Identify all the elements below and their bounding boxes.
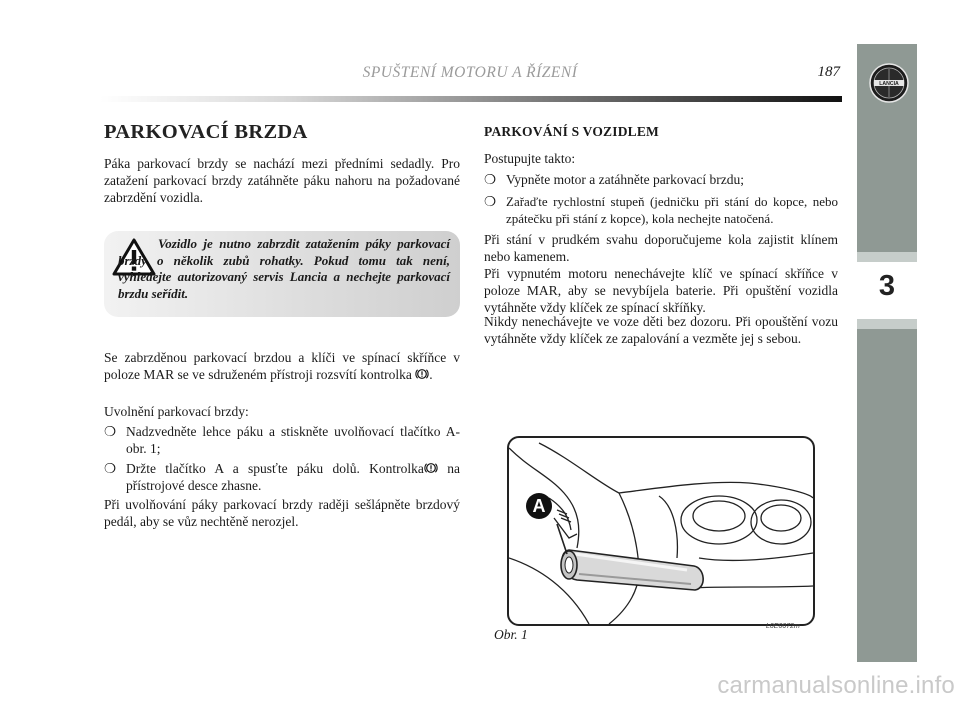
- engine-off-paragraph: Při vypnutém motoru nenechávejte klíč ve spínací skříňce v poloze MAR, aby se nevybíjela baterie. Při opuštění vozidla vytáhněte vždy klíček ze spínací skříňky.: [484, 266, 838, 315]
- section-heading-parking: PARKOVÁNÍ S VOZIDLEM: [484, 124, 659, 139]
- figure-caption: Obr. 1: [494, 627, 528, 642]
- side-tab-band: [857, 252, 917, 262]
- intro-paragraph: Páka parkovací brzdy se nachází mezi předními sedadly. Pro zatažení parkovací brzdy zatáhněte páku nahoru na požadované zabrzdění vozidla.: [104, 156, 460, 205]
- page-header-title: SPUŠTENÍ MOTORU A ŘÍZENÍ: [362, 64, 578, 81]
- release-bullet-2-pre: Držte tlačítko A a spusťte páku dolů. Kontrolka: [126, 461, 424, 476]
- parking-brake-indicator-icon: [415, 367, 429, 381]
- warning-text: Vozidlo je nutno zabrzdit zatažením páky parkovací brzdy o několik zubů rohatky. Pokud tomu tak není, vyhledejte autorizovaný servis Lancia a nechejte parkovací brzdu seřídit.: [118, 236, 450, 301]
- parking-bullet-1: Vypněte motor a zatáhněte parkovací brzdu;: [506, 172, 745, 187]
- bullet-marker: ❍: [484, 194, 497, 209]
- release-bullet-2: [126, 460, 460, 494]
- header-rule: [100, 96, 842, 102]
- step-intro: Postupujte takto:: [484, 151, 576, 166]
- indicator-text-post: .: [429, 367, 433, 382]
- slope-paragraph: Při stání v prudkém svahu doporučujeme kola zajistit klínem nebo kamenem.: [484, 232, 838, 264]
- parking-bullet-2: Zařaďte rychlostní stupeň (jedničku při stání do kopce, nebo zpátečku při stání z kopce), kola nechejte natočená.: [506, 194, 838, 226]
- page-number: 187: [817, 64, 840, 80]
- release-bullet-1: Nadzvedněte lehce páku a stiskněte uvolňovací tlačítko A-obr. 1;: [126, 424, 460, 456]
- lancia-logo-icon: [869, 63, 909, 103]
- figure-code: L0E0072m: [766, 623, 800, 630]
- chapter-number: 3: [878, 270, 896, 302]
- bullet-marker: ❍: [104, 461, 117, 476]
- closing-paragraph: Při uvolňování páky parkovací brzdy raději sešlápněte brzdový pedál, aby se vůz nechtěně nerozjel.: [104, 497, 460, 529]
- indicator-paragraph: [104, 349, 460, 383]
- children-paragraph: Nikdy nenechávejte ve voze děti bez dozoru. Při opouštění vozu vytáhněte vždy klíček ze zapalování a vezměte jej s sebou.: [484, 314, 838, 346]
- logo-text: LANCIA: [879, 80, 899, 87]
- side-tab-strip: [857, 44, 917, 662]
- side-tab-band: [857, 319, 917, 329]
- indicator-text-pre: Se zabrzděnou parkovací brzdou a klíči ve spínací skříňce v poloze MAR se ve sdruženém přístroji rozsvítí kontrolka: [104, 350, 460, 382]
- figure-marker-a: A: [532, 496, 546, 516]
- bullet-marker: ❍: [484, 172, 497, 187]
- parking-brake-indicator-icon: [424, 461, 438, 475]
- release-title: Uvolnění parkovací brzdy:: [104, 404, 249, 419]
- release-bullet-2-post: na přístrojové desce zhasne.: [126, 461, 460, 493]
- watermark: carmanualsonline.info: [717, 672, 955, 699]
- parking-brake-lever-illustration: [509, 438, 813, 624]
- section-heading-parking-brake: PARKOVACÍ BRZDA: [104, 121, 308, 143]
- figure-parking-brake-illustration: [507, 436, 815, 626]
- bullet-marker: ❍: [104, 424, 117, 439]
